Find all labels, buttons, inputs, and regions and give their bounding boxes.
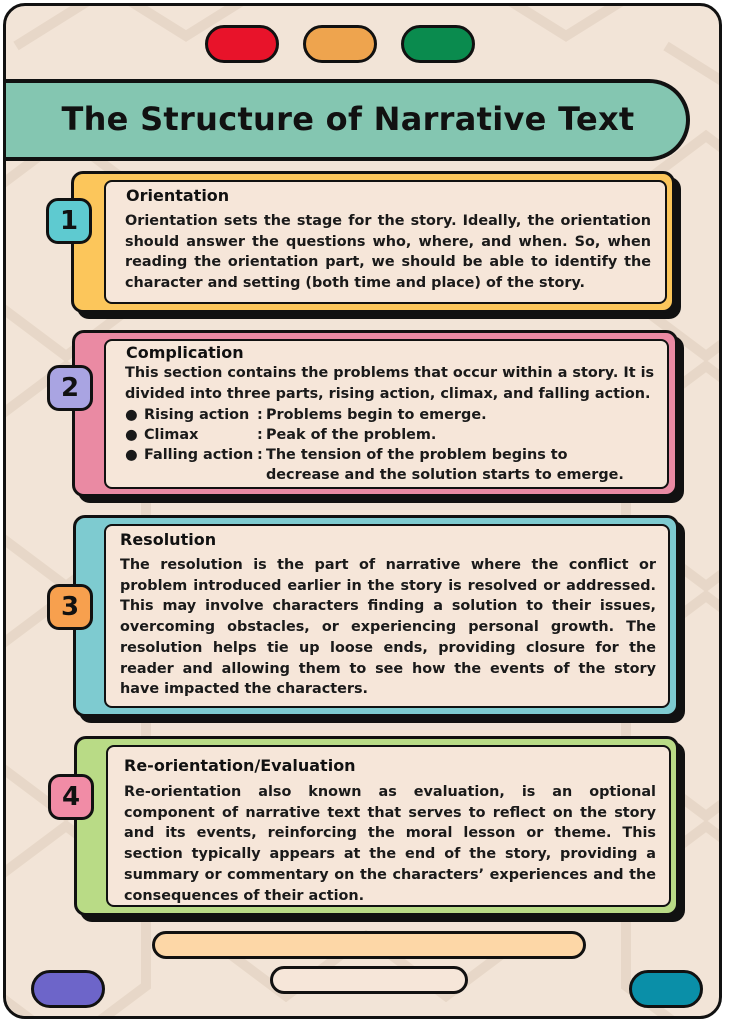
section-text-reorientation: Re-orientation also known as evaluation, is an optional component of narrative text that serves to reflect on the story and its events, reinforcing the moral lesson or theme. This section typically appears at the end of the story, providing a summary or commentary on the characters’ experiences and the consequences of their action. bbox=[124, 784, 656, 904]
bullet-separator: : bbox=[257, 447, 263, 463]
bullet-rising-action bbox=[125, 405, 487, 426]
bullet-falling-action bbox=[125, 445, 568, 466]
section-text-orientation: Orientation sets the stage for the story. Ideally, the orientation should answer the questions who, where, and when. So, when reading the orientation part, we should be able to identify the character and setting (both time and place) of the story. bbox=[125, 213, 651, 292]
bullet-dot: ● bbox=[125, 427, 138, 443]
bullet-dot: ● bbox=[125, 407, 138, 423]
bottom-pill-teal bbox=[629, 970, 703, 1008]
bullet-climax bbox=[125, 425, 437, 446]
page-title: The Structure of Narrative Text bbox=[61, 100, 635, 138]
section-heading-orientation: Orientation bbox=[126, 186, 230, 205]
section-number-badge-2: 2 bbox=[47, 365, 93, 411]
section-number-badge-1: 1 bbox=[46, 198, 92, 244]
bullet-separator: : bbox=[257, 407, 263, 423]
bullet-definition-rising-action: Problems begin to emerge. bbox=[266, 407, 487, 423]
bullet-dot: ● bbox=[125, 447, 138, 463]
bullet-term-falling-action: Falling action bbox=[144, 447, 254, 463]
section-number-badge-3: 3 bbox=[47, 584, 93, 630]
bullet-term-climax: Climax bbox=[144, 427, 199, 443]
top-pill-red bbox=[205, 25, 279, 63]
section-heading-complication: Complication bbox=[126, 343, 244, 362]
bullet-definition-falling-action-line1: The tension of the problem begins to bbox=[266, 447, 568, 463]
section-text-resolution: The resolution is the part of narrative where the conflict or problem introduced earlier in the story is resolved or addressed. This may involve characters finding a solution to their issues, overcoming obstacles, or experiencing personal growth. The resolution helps tie up loose ends, providing closure for the reader and allowing them to see how the events of the story have impacted the characters. bbox=[120, 557, 656, 698]
bullet-term-rising-action: Rising action bbox=[144, 407, 250, 423]
bottom-pill-purple bbox=[31, 970, 105, 1008]
bullet-definition-climax: Peak of the problem. bbox=[266, 427, 437, 443]
bottom-bar-outline bbox=[270, 966, 468, 994]
top-pill-orange bbox=[303, 25, 377, 63]
bullet-definition-falling-action-line2: decrease and the solution starts to emerge. bbox=[266, 467, 624, 483]
section-heading-resolution: Resolution bbox=[120, 530, 217, 549]
bottom-bar-peach bbox=[152, 931, 586, 959]
bullet-separator: : bbox=[257, 427, 263, 443]
section-text-complication: This section contains the problems that occur within a story. It is divided into three parts, rising action, climax, and falling action. bbox=[125, 365, 655, 402]
section-heading-reorientation: Re-orientation/Evaluation bbox=[124, 756, 356, 775]
page-frame bbox=[3, 3, 722, 1019]
top-pill-green bbox=[401, 25, 475, 63]
section-number-badge-4: 4 bbox=[48, 774, 94, 820]
